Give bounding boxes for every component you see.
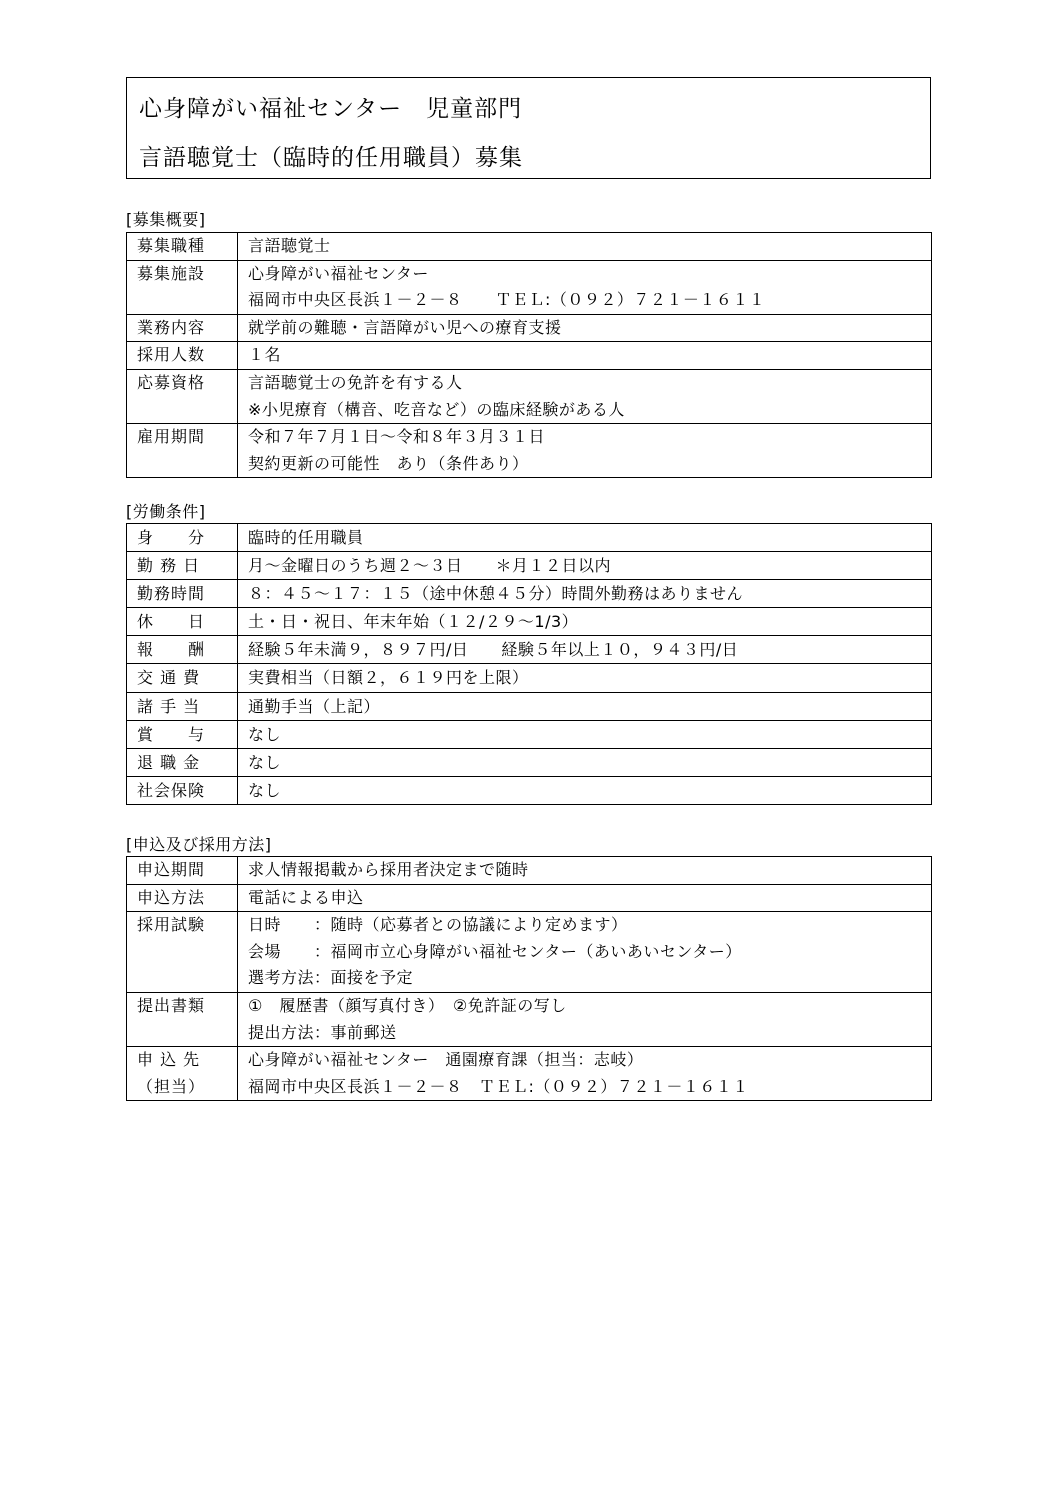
- row-value: [238, 342, 932, 370]
- row-value: [238, 748, 932, 776]
- table-row: [127, 1047, 932, 1101]
- section-heading-recruitment-overview: [募集概要]: [126, 210, 206, 229]
- table-row: [127, 342, 932, 370]
- row-value: [238, 664, 932, 692]
- row-label-text: 申込期間: [137, 860, 206, 879]
- row-label-text: 募集職種: [137, 236, 206, 255]
- table-row: [127, 260, 932, 314]
- row-label-subtext: （担当）: [137, 1076, 206, 1096]
- table-row: [127, 580, 932, 608]
- row-value: [238, 776, 932, 804]
- table-row: [127, 857, 932, 885]
- table-row: [127, 664, 932, 692]
- row-value-line: 心身障がい福祉センター 通園療育課（担当：志岐）: [248, 1050, 644, 1070]
- row-label-text: 社会保険: [137, 780, 206, 800]
- row-label-text: 雇用期間: [137, 427, 206, 447]
- section-heading-application-method: [申込及び採用方法]: [126, 835, 272, 854]
- row-value: [238, 552, 932, 580]
- recruitment-overview-table: [126, 232, 932, 478]
- row-value: [238, 233, 932, 261]
- row-value: [238, 580, 932, 608]
- row-value-line: 求人情報掲載から採用者決定まで随時: [248, 860, 529, 879]
- row-value: [238, 524, 932, 552]
- row-label-text: 賞 与: [137, 724, 206, 744]
- row-label-text: 採用試験: [137, 915, 206, 935]
- table-row: [127, 748, 932, 776]
- row-label: [127, 664, 238, 692]
- row-value-line: 実費相当（日額２，６１９円を上限）: [248, 668, 529, 688]
- row-label-text: 退 職 金: [137, 752, 201, 772]
- row-label-text: 提出書類: [137, 995, 206, 1015]
- row-value-line: 選考方法：面接を予定: [248, 968, 414, 988]
- row-label: [127, 552, 238, 580]
- row-value-line: 契約更新の可能性 あり（条件あり）: [248, 453, 529, 473]
- title-box: [126, 77, 931, 179]
- row-value-line: 会場 ：福岡市立心身障がい福祉センター（あいあいセンター）: [248, 941, 742, 961]
- table-row: [127, 524, 932, 552]
- row-value: [238, 636, 932, 664]
- row-label: [127, 233, 238, 261]
- row-value: [238, 912, 932, 993]
- table-row: [127, 912, 932, 993]
- row-label-text: 勤 務 日: [137, 556, 201, 576]
- row-label: [127, 992, 238, 1046]
- row-value-line: なし: [248, 752, 282, 772]
- table-row: [127, 884, 932, 912]
- row-value: [238, 857, 932, 885]
- row-value-line: なし: [248, 780, 282, 800]
- page-title-position: 言語聴覚士（臨時的任用職員）募集: [139, 145, 523, 171]
- row-value-line: 経験５年未満９，８９７円/日 経験５年以上１０，９４３円/日: [248, 640, 739, 660]
- row-value-line: 言語聴覚士の免許を有する人: [248, 372, 463, 392]
- row-label-text: 休 日: [137, 612, 206, 632]
- row-label: [127, 776, 238, 804]
- row-label-text: 勤務時間: [137, 584, 206, 604]
- page-title-facility: 心身障がい福祉センター 児童部門: [139, 96, 523, 122]
- table-row: [127, 424, 932, 478]
- table-row: [127, 233, 932, 261]
- row-value-line: ① 履歴書（顔写真付き） ②免許証の写し: [248, 995, 567, 1015]
- table-row: [127, 992, 932, 1046]
- row-label: [127, 1047, 238, 1101]
- row-label: [127, 748, 238, 776]
- row-value: [238, 608, 932, 636]
- row-label-text: 身 分: [137, 528, 206, 547]
- row-label-text: 諸 手 当: [137, 696, 201, 716]
- row-value-line: 提出方法：事前郵送: [248, 1022, 397, 1042]
- row-value: [238, 314, 932, 342]
- row-value-line: 福岡市中央区長浜１－２－８ ＴＥＬ:（０９２）７２１－１６１１: [248, 290, 766, 310]
- row-value-line: 臨時的任用職員: [248, 528, 364, 547]
- row-value-line: 電話による申込: [248, 887, 364, 907]
- row-value-line: ８：４５～１７：１５（途中休憩４５分）時間外勤務はありません: [248, 584, 744, 604]
- row-value: [238, 424, 932, 478]
- row-value-line: 言語聴覚士: [248, 236, 331, 255]
- row-value-line: 通勤手当（上記）: [248, 696, 381, 716]
- table-row: [127, 552, 932, 580]
- row-label-text: 申 込 先: [137, 1050, 201, 1070]
- row-value: [238, 720, 932, 748]
- row-label: [127, 580, 238, 608]
- row-value-line: なし: [248, 724, 282, 744]
- table-row: [127, 608, 932, 636]
- table-row: [127, 692, 932, 720]
- row-value-line: １名: [248, 345, 282, 365]
- working-conditions-table: [126, 523, 932, 805]
- row-label: [127, 692, 238, 720]
- row-label: [127, 720, 238, 748]
- row-label-text: 応募資格: [137, 372, 206, 392]
- row-label: [127, 342, 238, 370]
- table-row: [127, 636, 932, 664]
- row-value: [238, 884, 932, 912]
- row-label-text: 申込方法: [137, 887, 206, 907]
- table-row: [127, 314, 932, 342]
- row-value: [238, 692, 932, 720]
- row-value: [238, 260, 932, 314]
- row-label: [127, 884, 238, 912]
- row-value-line: ※小児療育（構音、吃音など）の臨床経験がある人: [248, 399, 625, 419]
- row-label: [127, 912, 238, 993]
- row-label: [127, 524, 238, 552]
- row-label-text: 募集施設: [137, 263, 206, 283]
- table-row: [127, 369, 932, 423]
- application-method-table: [126, 856, 932, 1101]
- row-label-text: 交 通 費: [137, 668, 201, 688]
- row-value: [238, 369, 932, 423]
- row-label: [127, 369, 238, 423]
- row-value: [238, 992, 932, 1046]
- row-value: [238, 1047, 932, 1101]
- row-value-line: 福岡市中央区長浜１－２－８ ＴＥＬ:（０９２）７２１－１６１１: [248, 1076, 749, 1096]
- row-label: [127, 260, 238, 314]
- row-label: [127, 424, 238, 478]
- row-value-line: 日時 ：随時（応募者との協議により定めます）: [248, 915, 628, 935]
- row-value-line: 月～金曜日のうち週２～３日 ＊月１２日以内: [248, 556, 612, 576]
- row-label: [127, 314, 238, 342]
- row-value-line: 心身障がい福祉センター: [248, 263, 429, 283]
- row-label: [127, 608, 238, 636]
- row-value-line: 令和７年７月１日～令和８年３月３１日: [248, 427, 546, 447]
- row-label-text: 採用人数: [137, 345, 206, 365]
- row-value-line: 就学前の難聴・言語障がい児への療育支援: [248, 317, 562, 337]
- row-label-text: 報 酬: [137, 640, 206, 660]
- row-label: [127, 857, 238, 885]
- row-label: [127, 636, 238, 664]
- row-value-line: 土・日・祝日、年末年始（１２/２９～1/3）: [248, 612, 579, 632]
- table-row: [127, 776, 932, 804]
- table-row: [127, 720, 932, 748]
- row-label-text: 業務内容: [137, 317, 206, 337]
- section-heading-working-conditions: [労働条件]: [126, 502, 206, 521]
